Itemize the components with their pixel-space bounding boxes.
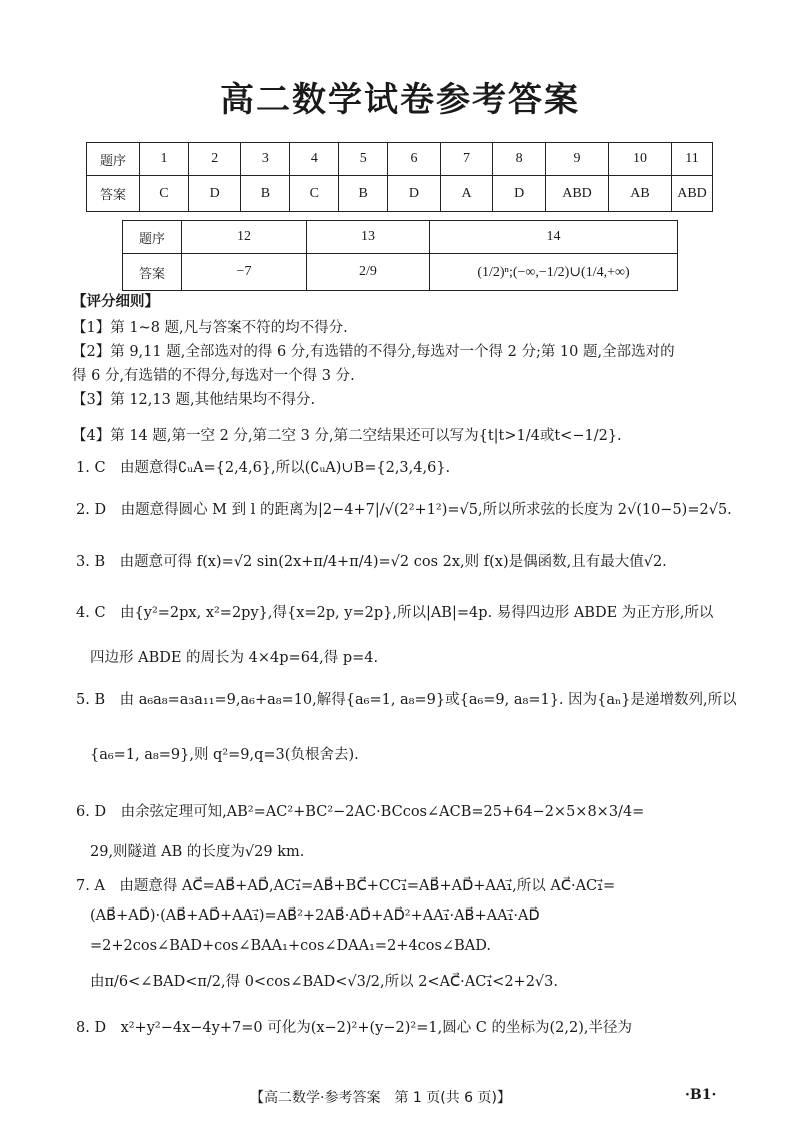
solution-3: 3. B 由题意可得 f(x)=√2 sin(2x+π/4+π/4)=√2 cos 2x,则 f(x)是偶函数,且有最大值√2. [76, 554, 667, 570]
rule-1: 【1】第 1~8 题,凡与答案不符的均不得分. [72, 320, 348, 336]
table-cell: B [241, 176, 290, 212]
solution-5b: {a₆=1, a₈=9},则 q²=9,q=3(负根舍去). [90, 747, 359, 763]
table-cell: 13 [307, 221, 430, 254]
solution-2: 2. D 由题意得圆心 M 到 l 的距离为|2−4+7|/√(2²+1²)=√5,所以所求弦的长度为 2√(10−5)=2√5. [76, 502, 732, 518]
rule-2a: 【2】第 9,11 题,全部选对的得 6 分,有选错的不得分,每选对一个得 2 分;第 10 题,全部选对的 [72, 344, 675, 360]
rules-heading: 【评分细则】 [72, 294, 159, 310]
rule-4: 【4】第 14 题,第一空 2 分,第二空 3 分,第二空结果还可以写为{t|t>1/4或t<−1/2}. [72, 428, 622, 444]
solution-7c: =2+2cos∠BAD+cos∠BAA₁+cos∠DAA₁=2+4cos∠BAD. [90, 938, 491, 954]
table-cell: D [493, 176, 546, 212]
solution-8a: 8. D x²+y²−4x−4y+7=0 可化为(x−2)²+(y−2)²=1,圆心 C 的坐标为(2,2),半径为 [76, 1020, 632, 1036]
table-cell: AB [609, 176, 672, 212]
table-row-answers [123, 254, 678, 291]
table-cell: A [440, 176, 493, 212]
solution-7d: 由π/6<∠BAD<π/2,得 0<cos∠BAD<√3/2,所以 2<AC⃗·AC₁⃗<2+2√3. [90, 974, 558, 990]
solution-7b: (AB⃗+AD⃗)·(AB⃗+AD⃗+AA₁⃗)=AB⃗²+2AB⃗·AD⃗+AD⃗²+AA₁⃗·AB⃗+AA₁⃗·AD⃗ [90, 908, 540, 924]
table-cell: ABD [672, 176, 713, 212]
table-cell: (1/2)ⁿ;(−∞,−1/2)∪(1/4,+∞) [430, 254, 678, 291]
table-cell: C [290, 176, 339, 212]
solution-6a: 6. D 由余弦定理可知,AB²=AC²+BC²−2AC·BCcos∠ACB=25+64−2×5×8×3/4= [76, 804, 645, 820]
solution-4b: 四边形 ABDE 的周长为 4×4p=64,得 p=4. [90, 650, 379, 666]
table-cell: 14 [430, 221, 678, 254]
table-cell: D [188, 176, 241, 212]
table-answer-label: 答案 [123, 254, 182, 291]
table-cell: 7 [440, 143, 493, 176]
table-row-numbers [123, 221, 678, 254]
solution-1: 1. C 由题意得∁ᵤA={2,4,6},所以(∁ᵤA)∪B={2,3,4,6}. [76, 460, 451, 476]
solution-4a: 4. C 由{y²=2px, x²=2py},得{x=2p, y=2p},所以|AB|=4p. 易得四边形 ABDE 为正方形,所以 [76, 605, 714, 621]
table-cell: B [339, 176, 388, 212]
rule-3: 【3】第 12,13 题,其他结果均不得分. [72, 392, 316, 408]
table-cell: 10 [609, 143, 672, 176]
table-cell: 1 [140, 143, 189, 176]
answer-table-2 [122, 220, 678, 291]
table-row-numbers [87, 143, 713, 176]
table-row-answers [87, 176, 713, 212]
table-cell: D [388, 176, 441, 212]
table-answer-label: 答案 [87, 176, 140, 212]
table-header-label: 题序 [87, 143, 140, 176]
table-cell: 11 [672, 143, 713, 176]
table-cell: 9 [546, 143, 609, 176]
page-code: ·B1· [685, 1087, 717, 1103]
table-cell: 8 [493, 143, 546, 176]
table-cell: ABD [546, 176, 609, 212]
table-cell: 2/9 [307, 254, 430, 291]
table-cell: −7 [182, 254, 307, 291]
table-cell: 6 [388, 143, 441, 176]
solution-5a: 5. B 由 a₆a₈=a₃a₁₁=9,a₆+a₈=10,解得{a₆=1, a₈=9}或{a₆=9, a₈=1}. 因为{aₙ}是递增数列,所以 [76, 692, 737, 708]
table-cell: C [140, 176, 189, 212]
rule-2b: 得 6 分,有选错的不得分,每选对一个得 3 分. [72, 368, 355, 384]
table-cell: 4 [290, 143, 339, 176]
solution-6b: 29,则隧道 AB 的长度为√29 km. [90, 844, 305, 860]
solution-7a: 7. A 由题意得 AC⃗=AB⃗+AD⃗,AC₁⃗=AB⃗+BC⃗+CC₁⃗=AB⃗+AD⃗+AA₁⃗,所以 AC⃗·AC₁⃗= [76, 878, 616, 894]
page-title: 高二数学试卷参考答案 [220, 80, 580, 120]
page-footer: 【高二数学·参考答案 第 1 页(共 6 页)】 [250, 1090, 511, 1106]
table-header-label: 题序 [123, 221, 182, 254]
table-cell: 2 [188, 143, 241, 176]
table-cell: 12 [182, 221, 307, 254]
answer-table-1 [86, 142, 713, 212]
table-cell: 3 [241, 143, 290, 176]
table-cell: 5 [339, 143, 388, 176]
